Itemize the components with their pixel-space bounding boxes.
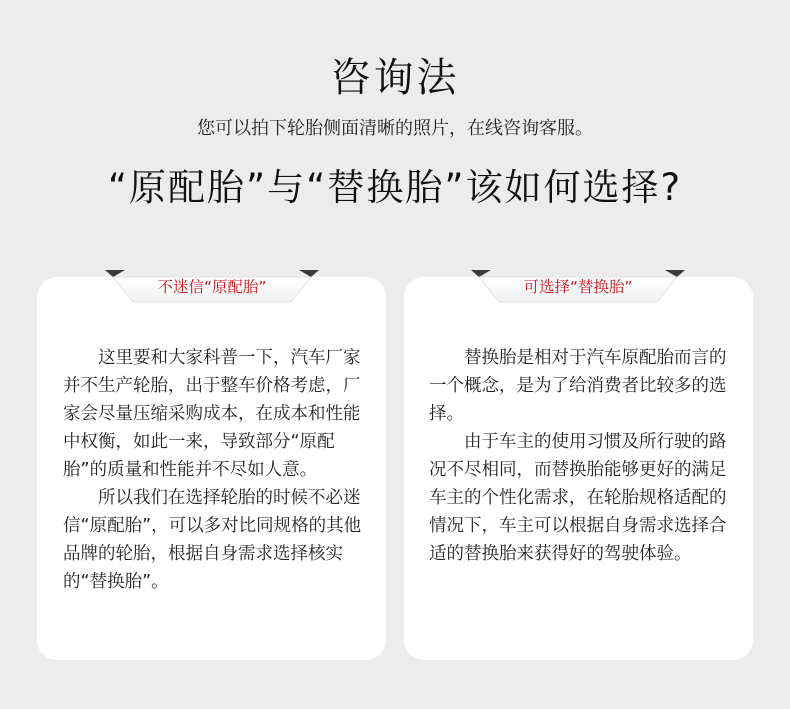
card-replacement-tire (404, 277, 753, 660)
card-paragraph: 这里要和大家科普一下，汽车厂家并不生产轮胎，出于整车价格考虑，厂家会尽量压缩采购成本，在成本和性能中权衡，如此一来，导致部分“原配胎”的质量和性能并不尽如人意。 (63, 348, 361, 480)
card-body (429, 344, 731, 568)
card-tag-original-tire (99, 266, 325, 308)
card-original-tire (37, 277, 386, 660)
card-tag-replacement-tire (465, 266, 691, 308)
card-body (63, 344, 365, 596)
card-paragraph: 所以我们在选择轮胎的时候不必迷信“原配胎”，可以多对比同规格的其他品牌的轮胎，根据自身需求选择核实的“替换胎”。 (63, 488, 362, 592)
card-tag-label: 可选择“替换胎” (523, 278, 633, 296)
page-title: 咨询法 (330, 55, 460, 101)
card-paragraph: 由于车主的使用习惯及所行驶的路况不尽相同，而替换胎能够更好的满足车主的个性化需求，在轮胎规格适配的情况下，车主可以根据自身需求选择合适的替换胎来获得好的驾驶体验。 (429, 432, 727, 564)
card-tag-label: 不迷信“原配胎” (157, 278, 267, 296)
page-subtitle: 您可以拍下轮胎侧面清晰的照片，在线咨询客服。 (197, 118, 593, 139)
card-paragraph: 替换胎是相对于汽车原配胎而言的一个概念，是为了给消费者比较多的选择。 (429, 348, 727, 424)
section-heading: “原配胎”与“替换胎”该如何选择? (107, 166, 683, 209)
